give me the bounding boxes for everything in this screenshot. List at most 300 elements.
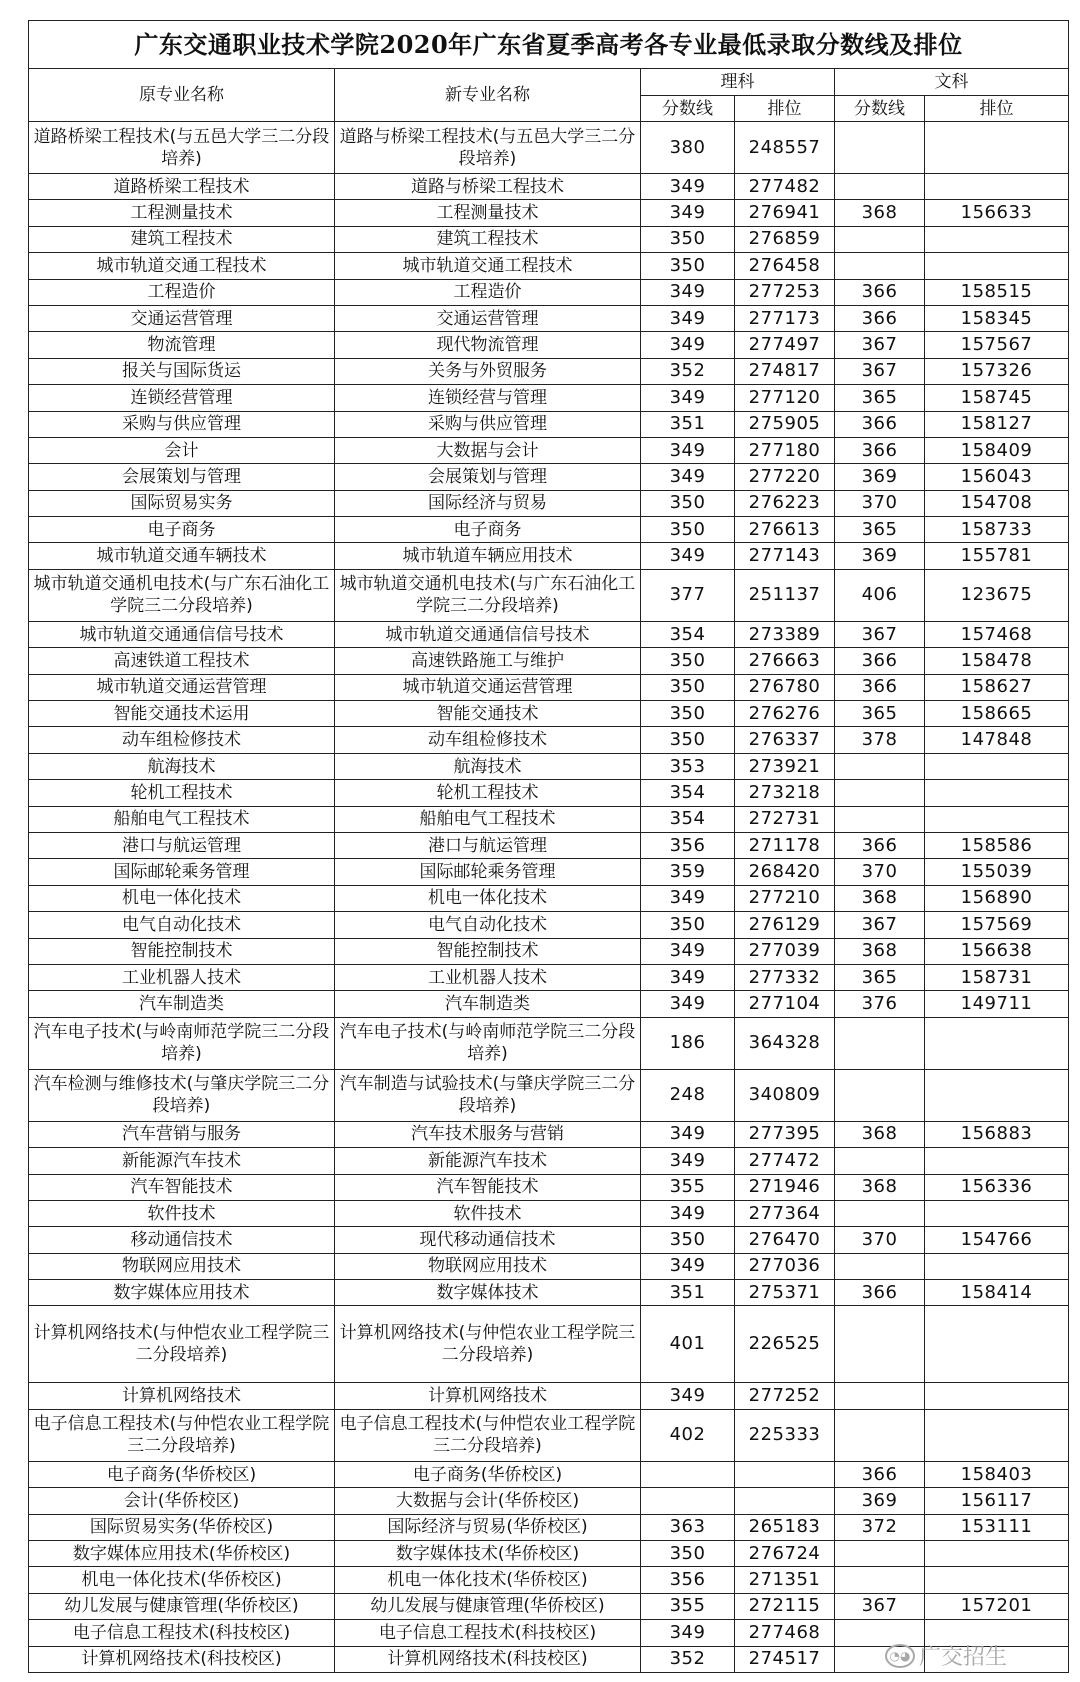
arts-rank-cell: 157201 bbox=[925, 1593, 1069, 1619]
arts-rank-cell bbox=[925, 226, 1069, 252]
science-score-cell: 349 bbox=[641, 543, 735, 569]
arts-rank-cell bbox=[925, 1200, 1069, 1226]
old-name-cell: 交通运营管理 bbox=[29, 305, 335, 331]
science-score-cell: 350 bbox=[641, 1227, 735, 1253]
old-name-cell: 智能交通技术运用 bbox=[29, 701, 335, 727]
old-name-cell: 工程造价 bbox=[29, 279, 335, 305]
new-name-cell: 电子信息工程技术(科技校区) bbox=[335, 1620, 641, 1646]
old-name-cell: 港口与航运管理 bbox=[29, 832, 335, 858]
science-score-cell: 349 bbox=[641, 1200, 735, 1226]
science-rank-cell: 271351 bbox=[735, 1567, 835, 1593]
new-name-cell: 城市轨道车辆应用技术 bbox=[335, 543, 641, 569]
new-name-cell: 城市轨道交通工程技术 bbox=[335, 253, 641, 279]
old-name-cell: 国际贸易实务(华侨校区) bbox=[29, 1514, 335, 1540]
science-rank-cell: 273921 bbox=[735, 753, 835, 779]
arts-score-cell: 366 bbox=[835, 648, 925, 674]
table-row bbox=[29, 1227, 1069, 1253]
new-name-cell: 数字媒体技术(华侨校区) bbox=[335, 1541, 641, 1567]
science-score-cell: 349 bbox=[641, 964, 735, 990]
science-score-cell: 352 bbox=[641, 358, 735, 384]
science-score-cell: 352 bbox=[641, 1646, 735, 1672]
old-name-cell: 道路桥梁工程技术(与五邑大学三二分段培养) bbox=[29, 122, 335, 174]
arts-score-cell: 368 bbox=[835, 1121, 925, 1147]
new-name-cell: 工程造价 bbox=[335, 279, 641, 305]
old-name-cell: 新能源汽车技术 bbox=[29, 1148, 335, 1174]
new-name-cell: 高速铁路施工与维护 bbox=[335, 648, 641, 674]
table-row bbox=[29, 490, 1069, 516]
science-score-cell: 363 bbox=[641, 1514, 735, 1540]
science-score-cell: 402 bbox=[641, 1409, 735, 1461]
new-name-cell: 国际邮轮乘务管理 bbox=[335, 859, 641, 885]
science-score-cell: 349 bbox=[641, 1620, 735, 1646]
arts-score-cell: 366 bbox=[835, 279, 925, 305]
arts-score-cell bbox=[835, 1253, 925, 1279]
science-rank-cell: 271946 bbox=[735, 1174, 835, 1200]
table-row bbox=[29, 517, 1069, 543]
old-name-cell: 高速铁道工程技术 bbox=[29, 648, 335, 674]
arts-score-cell: 365 bbox=[835, 385, 925, 411]
table-row bbox=[29, 1017, 1069, 1069]
arts-rank-cell: 158345 bbox=[925, 305, 1069, 331]
science-score-cell: 350 bbox=[641, 674, 735, 700]
old-name-cell: 会展策划与管理 bbox=[29, 464, 335, 490]
arts-rank-cell bbox=[925, 1383, 1069, 1409]
science-score-cell: 349 bbox=[641, 305, 735, 331]
table-row bbox=[29, 543, 1069, 569]
arts-rank-cell: 147848 bbox=[925, 727, 1069, 753]
table-row bbox=[29, 1148, 1069, 1174]
science-score-cell: 354 bbox=[641, 780, 735, 806]
arts-rank-cell: 158414 bbox=[925, 1280, 1069, 1306]
arts-rank-cell bbox=[925, 1253, 1069, 1279]
new-name-cell: 现代物流管理 bbox=[335, 332, 641, 358]
table-row bbox=[29, 1461, 1069, 1487]
old-name-cell: 汽车检测与维修技术(与肇庆学院三二分段培养) bbox=[29, 1069, 335, 1121]
science-score-cell: 349 bbox=[641, 174, 735, 200]
old-name-cell: 道路桥梁工程技术 bbox=[29, 174, 335, 200]
arts-score-cell: 365 bbox=[835, 701, 925, 727]
new-name-cell: 机电一体化技术 bbox=[335, 885, 641, 911]
new-name-cell: 国际经济与贸易(华侨校区) bbox=[335, 1514, 641, 1540]
science-rank-cell: 277143 bbox=[735, 543, 835, 569]
science-score-cell: 355 bbox=[641, 1174, 735, 1200]
arts-score-cell: 370 bbox=[835, 859, 925, 885]
new-name-cell: 计算机网络技术 bbox=[335, 1383, 641, 1409]
new-name-cell: 智能交通技术 bbox=[335, 701, 641, 727]
table-row bbox=[29, 1409, 1069, 1461]
science-rank-cell: 273218 bbox=[735, 780, 835, 806]
table-row bbox=[29, 305, 1069, 331]
arts-score-cell: 368 bbox=[835, 1174, 925, 1200]
table-row bbox=[29, 200, 1069, 226]
new-name-cell: 城市轨道交通通信信号技术 bbox=[335, 621, 641, 647]
table-row bbox=[29, 1121, 1069, 1147]
old-name-cell: 建筑工程技术 bbox=[29, 226, 335, 252]
science-rank-cell: 276859 bbox=[735, 226, 835, 252]
header-science-score: 分数线 bbox=[641, 96, 735, 122]
new-name-cell: 汽车智能技术 bbox=[335, 1174, 641, 1200]
table-row bbox=[29, 621, 1069, 647]
arts-rank-cell: 157569 bbox=[925, 912, 1069, 938]
new-name-cell: 计算机网络技术(科技校区) bbox=[335, 1646, 641, 1672]
arts-score-cell: 369 bbox=[835, 1488, 925, 1514]
science-rank-cell: 277210 bbox=[735, 885, 835, 911]
old-name-cell: 城市轨道交通机电技术(与广东石油化工学院三二分段培养) bbox=[29, 569, 335, 621]
old-name-cell: 报关与国际货运 bbox=[29, 358, 335, 384]
old-name-cell: 移动通信技术 bbox=[29, 1227, 335, 1253]
science-rank-cell: 277395 bbox=[735, 1121, 835, 1147]
arts-score-cell: 369 bbox=[835, 543, 925, 569]
arts-rank-cell: 156638 bbox=[925, 938, 1069, 964]
new-name-cell: 电子商务(华侨校区) bbox=[335, 1461, 641, 1487]
arts-score-cell bbox=[835, 253, 925, 279]
arts-score-cell: 367 bbox=[835, 1593, 925, 1619]
science-rank-cell: 276724 bbox=[735, 1541, 835, 1567]
arts-rank-cell: 158733 bbox=[925, 517, 1069, 543]
science-rank-cell: 274517 bbox=[735, 1646, 835, 1672]
science-rank-cell: 277036 bbox=[735, 1253, 835, 1279]
science-rank-cell: 276470 bbox=[735, 1227, 835, 1253]
arts-score-cell: 367 bbox=[835, 621, 925, 647]
science-score-cell: 349 bbox=[641, 1121, 735, 1147]
table-row bbox=[29, 832, 1069, 858]
arts-rank-cell: 155039 bbox=[925, 859, 1069, 885]
table-row bbox=[29, 1253, 1069, 1279]
old-name-cell: 数字媒体应用技术 bbox=[29, 1280, 335, 1306]
table-row bbox=[29, 1174, 1069, 1200]
arts-rank-cell: 158665 bbox=[925, 701, 1069, 727]
science-rank-cell: 225333 bbox=[735, 1409, 835, 1461]
arts-rank-cell: 157567 bbox=[925, 332, 1069, 358]
science-rank-cell: 277039 bbox=[735, 938, 835, 964]
old-name-cell: 汽车制造类 bbox=[29, 991, 335, 1017]
header-arts-rank: 排位 bbox=[925, 96, 1069, 122]
table-row bbox=[29, 674, 1069, 700]
new-name-cell: 大数据与会计(华侨校区) bbox=[335, 1488, 641, 1514]
arts-rank-cell: 123675 bbox=[925, 569, 1069, 621]
new-name-cell: 电子信息工程技术(与仲恺农业工程学院三二分段培养) bbox=[335, 1409, 641, 1461]
science-score-cell: 350 bbox=[641, 490, 735, 516]
new-name-cell: 计算机网络技术(与仲恺农业工程学院三二分段培养) bbox=[335, 1306, 641, 1383]
science-score-cell: 377 bbox=[641, 569, 735, 621]
science-rank-cell: 248557 bbox=[735, 122, 835, 174]
arts-score-cell bbox=[835, 174, 925, 200]
old-name-cell: 城市轨道交通工程技术 bbox=[29, 253, 335, 279]
header-new-name: 新专业名称 bbox=[335, 69, 641, 122]
wechat-icon: ◔◕ bbox=[885, 1644, 915, 1668]
arts-score-cell: 368 bbox=[835, 885, 925, 911]
science-score-cell: 349 bbox=[641, 1383, 735, 1409]
science-score-cell: 349 bbox=[641, 991, 735, 1017]
science-rank-cell: 276223 bbox=[735, 490, 835, 516]
new-name-cell: 城市轨道交通运营管理 bbox=[335, 674, 641, 700]
science-rank-cell: 272115 bbox=[735, 1593, 835, 1619]
new-name-cell: 汽车技术服务与营销 bbox=[335, 1121, 641, 1147]
header-arts-score: 分数线 bbox=[835, 96, 925, 122]
arts-rank-cell bbox=[925, 780, 1069, 806]
arts-rank-cell: 158586 bbox=[925, 832, 1069, 858]
old-name-cell: 城市轨道交通运营管理 bbox=[29, 674, 335, 700]
arts-rank-cell: 156117 bbox=[925, 1488, 1069, 1514]
science-rank-cell bbox=[735, 1488, 835, 1514]
science-score-cell: 350 bbox=[641, 226, 735, 252]
new-name-cell: 汽车制造类 bbox=[335, 991, 641, 1017]
arts-score-cell bbox=[835, 122, 925, 174]
old-name-cell: 轮机工程技术 bbox=[29, 780, 335, 806]
old-name-cell: 幼儿发展与健康管理(华侨校区) bbox=[29, 1593, 335, 1619]
science-rank-cell: 364328 bbox=[735, 1017, 835, 1069]
table-row bbox=[29, 1541, 1069, 1567]
table-row bbox=[29, 1200, 1069, 1226]
arts-rank-cell bbox=[925, 1017, 1069, 1069]
science-score-cell: 349 bbox=[641, 1253, 735, 1279]
arts-score-cell: 366 bbox=[835, 1461, 925, 1487]
science-score-cell: 354 bbox=[641, 806, 735, 832]
old-name-cell: 城市轨道交通车辆技术 bbox=[29, 543, 335, 569]
arts-rank-cell bbox=[925, 1306, 1069, 1383]
arts-rank-cell: 158627 bbox=[925, 674, 1069, 700]
science-rank-cell: 275905 bbox=[735, 411, 835, 437]
old-name-cell: 计算机网络技术(科技校区) bbox=[29, 1646, 335, 1672]
science-score-cell: 349 bbox=[641, 437, 735, 463]
science-score-cell: 359 bbox=[641, 859, 735, 885]
old-name-cell: 采购与供应管理 bbox=[29, 411, 335, 437]
table-row bbox=[29, 859, 1069, 885]
old-name-cell: 物流管理 bbox=[29, 332, 335, 358]
science-score-cell: 349 bbox=[641, 1148, 735, 1174]
arts-rank-cell: 157468 bbox=[925, 621, 1069, 647]
science-score-cell: 351 bbox=[641, 1280, 735, 1306]
arts-score-cell: 365 bbox=[835, 964, 925, 990]
old-name-cell: 国际贸易实务 bbox=[29, 490, 335, 516]
science-score-cell: 350 bbox=[641, 701, 735, 727]
science-rank-cell: 277497 bbox=[735, 332, 835, 358]
arts-score-cell: 406 bbox=[835, 569, 925, 621]
arts-score-cell: 365 bbox=[835, 517, 925, 543]
science-rank-cell: 277472 bbox=[735, 1148, 835, 1174]
header-science: 理科 bbox=[641, 69, 835, 96]
science-rank-cell: 277332 bbox=[735, 964, 835, 990]
arts-score-cell: 366 bbox=[835, 1280, 925, 1306]
science-rank-cell: 277253 bbox=[735, 279, 835, 305]
table-row bbox=[29, 411, 1069, 437]
old-name-cell: 工程测量技术 bbox=[29, 200, 335, 226]
old-name-cell: 电子信息工程技术(科技校区) bbox=[29, 1620, 335, 1646]
arts-score-cell: 367 bbox=[835, 912, 925, 938]
header-science-rank: 排位 bbox=[735, 96, 835, 122]
old-name-cell: 数字媒体应用技术(华侨校区) bbox=[29, 1541, 335, 1567]
arts-rank-cell: 158409 bbox=[925, 437, 1069, 463]
science-rank-cell: 226525 bbox=[735, 1306, 835, 1383]
table-row bbox=[29, 464, 1069, 490]
old-name-cell: 机电一体化技术 bbox=[29, 885, 335, 911]
arts-rank-cell bbox=[925, 1148, 1069, 1174]
new-name-cell: 轮机工程技术 bbox=[335, 780, 641, 806]
table-row bbox=[29, 938, 1069, 964]
science-score-cell: 355 bbox=[641, 1593, 735, 1619]
arts-score-cell bbox=[835, 1383, 925, 1409]
arts-rank-cell bbox=[925, 1567, 1069, 1593]
arts-rank-cell: 155781 bbox=[925, 543, 1069, 569]
science-score-cell: 349 bbox=[641, 279, 735, 305]
science-rank-cell: 277173 bbox=[735, 305, 835, 331]
science-score-cell: 349 bbox=[641, 464, 735, 490]
old-name-cell: 连锁经营管理 bbox=[29, 385, 335, 411]
table-row bbox=[29, 1069, 1069, 1121]
new-name-cell: 道路与桥梁工程技术(与五邑大学三二分段培养) bbox=[335, 122, 641, 174]
table-row bbox=[29, 253, 1069, 279]
science-rank-cell: 277482 bbox=[735, 174, 835, 200]
science-rank-cell: 251137 bbox=[735, 569, 835, 621]
new-name-cell: 电气自动化技术 bbox=[335, 912, 641, 938]
table-row bbox=[29, 964, 1069, 990]
science-rank-cell: 277180 bbox=[735, 437, 835, 463]
table-row bbox=[29, 385, 1069, 411]
science-rank-cell: 268420 bbox=[735, 859, 835, 885]
new-name-cell: 交通运营管理 bbox=[335, 305, 641, 331]
new-name-cell: 电子商务 bbox=[335, 517, 641, 543]
old-name-cell: 机电一体化技术(华侨校区) bbox=[29, 1567, 335, 1593]
arts-rank-cell: 156633 bbox=[925, 200, 1069, 226]
science-rank-cell: 276613 bbox=[735, 517, 835, 543]
new-name-cell: 现代移动通信技术 bbox=[335, 1227, 641, 1253]
table-row bbox=[29, 1488, 1069, 1514]
new-name-cell: 采购与供应管理 bbox=[335, 411, 641, 437]
new-name-cell: 数字媒体技术 bbox=[335, 1280, 641, 1306]
arts-score-cell: 366 bbox=[835, 305, 925, 331]
table-title: 广东交通职业技术学院2020年广东省夏季高考各专业最低录取分数线及排位 bbox=[29, 21, 1069, 69]
table-row bbox=[29, 753, 1069, 779]
admission-score-sheet bbox=[28, 20, 1068, 1673]
arts-rank-cell: 158731 bbox=[925, 964, 1069, 990]
old-name-cell: 电气自动化技术 bbox=[29, 912, 335, 938]
table-row bbox=[29, 727, 1069, 753]
old-name-cell: 电子信息工程技术(与仲恺农业工程学院三二分段培养) bbox=[29, 1409, 335, 1461]
old-name-cell: 国际邮轮乘务管理 bbox=[29, 859, 335, 885]
new-name-cell: 汽车制造与试验技术(与肇庆学院三二分段培养) bbox=[335, 1069, 641, 1121]
old-name-cell: 汽车电子技术(与岭南师范学院三二分段培养) bbox=[29, 1017, 335, 1069]
table-row bbox=[29, 912, 1069, 938]
arts-rank-cell bbox=[925, 806, 1069, 832]
old-name-cell: 会计(华侨校区) bbox=[29, 1488, 335, 1514]
science-score-cell: 349 bbox=[641, 885, 735, 911]
science-score-cell: 356 bbox=[641, 832, 735, 858]
old-name-cell: 会计 bbox=[29, 437, 335, 463]
science-rank-cell: 276941 bbox=[735, 200, 835, 226]
old-name-cell: 航海技术 bbox=[29, 753, 335, 779]
table-row bbox=[29, 648, 1069, 674]
new-name-cell: 智能控制技术 bbox=[335, 938, 641, 964]
new-name-cell: 道路与桥梁工程技术 bbox=[335, 174, 641, 200]
science-score-cell: 401 bbox=[641, 1306, 735, 1383]
old-name-cell: 智能控制技术 bbox=[29, 938, 335, 964]
arts-score-cell: 366 bbox=[835, 832, 925, 858]
new-name-cell: 工程测量技术 bbox=[335, 200, 641, 226]
arts-rank-cell bbox=[925, 1069, 1069, 1121]
new-name-cell: 新能源汽车技术 bbox=[335, 1148, 641, 1174]
arts-score-cell bbox=[835, 1069, 925, 1121]
table-row bbox=[29, 174, 1069, 200]
arts-score-cell bbox=[835, 806, 925, 832]
science-rank-cell: 276780 bbox=[735, 674, 835, 700]
arts-score-cell: 370 bbox=[835, 490, 925, 516]
table-row bbox=[29, 226, 1069, 252]
arts-rank-cell: 158745 bbox=[925, 385, 1069, 411]
arts-rank-cell bbox=[925, 122, 1069, 174]
science-score-cell: 186 bbox=[641, 1017, 735, 1069]
old-name-cell: 物联网应用技术 bbox=[29, 1253, 335, 1279]
arts-score-cell: 378 bbox=[835, 727, 925, 753]
table-row bbox=[29, 358, 1069, 384]
arts-rank-cell bbox=[925, 1541, 1069, 1567]
arts-rank-cell: 158127 bbox=[925, 411, 1069, 437]
science-score-cell bbox=[641, 1461, 735, 1487]
table-row bbox=[29, 1567, 1069, 1593]
table-row bbox=[29, 1383, 1069, 1409]
arts-score-cell: 367 bbox=[835, 358, 925, 384]
arts-score-cell: 367 bbox=[835, 332, 925, 358]
science-rank-cell: 276337 bbox=[735, 727, 835, 753]
science-score-cell: 248 bbox=[641, 1069, 735, 1121]
old-name-cell: 船舶电气工程技术 bbox=[29, 806, 335, 832]
arts-score-cell bbox=[835, 780, 925, 806]
science-rank-cell: 276276 bbox=[735, 701, 835, 727]
arts-score-cell: 366 bbox=[835, 411, 925, 437]
science-rank-cell: 277252 bbox=[735, 1383, 835, 1409]
old-name-cell: 计算机网络技术 bbox=[29, 1383, 335, 1409]
old-name-cell: 电子商务 bbox=[29, 517, 335, 543]
arts-rank-cell: 154708 bbox=[925, 490, 1069, 516]
table-row bbox=[29, 780, 1069, 806]
science-score-cell: 356 bbox=[641, 1567, 735, 1593]
science-score-cell: 349 bbox=[641, 200, 735, 226]
arts-rank-cell bbox=[925, 753, 1069, 779]
arts-score-cell bbox=[835, 226, 925, 252]
table-row bbox=[29, 806, 1069, 832]
new-name-cell: 软件技术 bbox=[335, 1200, 641, 1226]
arts-score-cell bbox=[835, 1409, 925, 1461]
science-rank-cell: 277220 bbox=[735, 464, 835, 490]
science-score-cell: 349 bbox=[641, 385, 735, 411]
arts-rank-cell: 153111 bbox=[925, 1514, 1069, 1540]
science-rank-cell: 272731 bbox=[735, 806, 835, 832]
science-rank-cell bbox=[735, 1461, 835, 1487]
arts-rank-cell bbox=[925, 253, 1069, 279]
arts-score-cell bbox=[835, 753, 925, 779]
new-name-cell: 幼儿发展与健康管理(华侨校区) bbox=[335, 1593, 641, 1619]
old-name-cell: 计算机网络技术(与仲恺农业工程学院三二分段培养) bbox=[29, 1306, 335, 1383]
science-score-cell: 350 bbox=[641, 727, 735, 753]
science-rank-cell: 277104 bbox=[735, 991, 835, 1017]
old-name-cell: 汽车营销与服务 bbox=[29, 1121, 335, 1147]
science-score-cell: 349 bbox=[641, 332, 735, 358]
science-rank-cell: 276458 bbox=[735, 253, 835, 279]
table-row bbox=[29, 1593, 1069, 1619]
old-name-cell: 动车组检修技术 bbox=[29, 727, 335, 753]
arts-score-cell: 366 bbox=[835, 674, 925, 700]
arts-score-cell bbox=[835, 1017, 925, 1069]
watermark bbox=[885, 1640, 1007, 1671]
header-old-name: 原专业名称 bbox=[29, 69, 335, 122]
new-name-cell: 工业机器人技术 bbox=[335, 964, 641, 990]
science-rank-cell: 277120 bbox=[735, 385, 835, 411]
table-row bbox=[29, 1280, 1069, 1306]
table-row bbox=[29, 701, 1069, 727]
table-row bbox=[29, 332, 1069, 358]
old-name-cell: 电子商务(华侨校区) bbox=[29, 1461, 335, 1487]
arts-rank-cell: 156890 bbox=[925, 885, 1069, 911]
old-name-cell: 软件技术 bbox=[29, 1200, 335, 1226]
